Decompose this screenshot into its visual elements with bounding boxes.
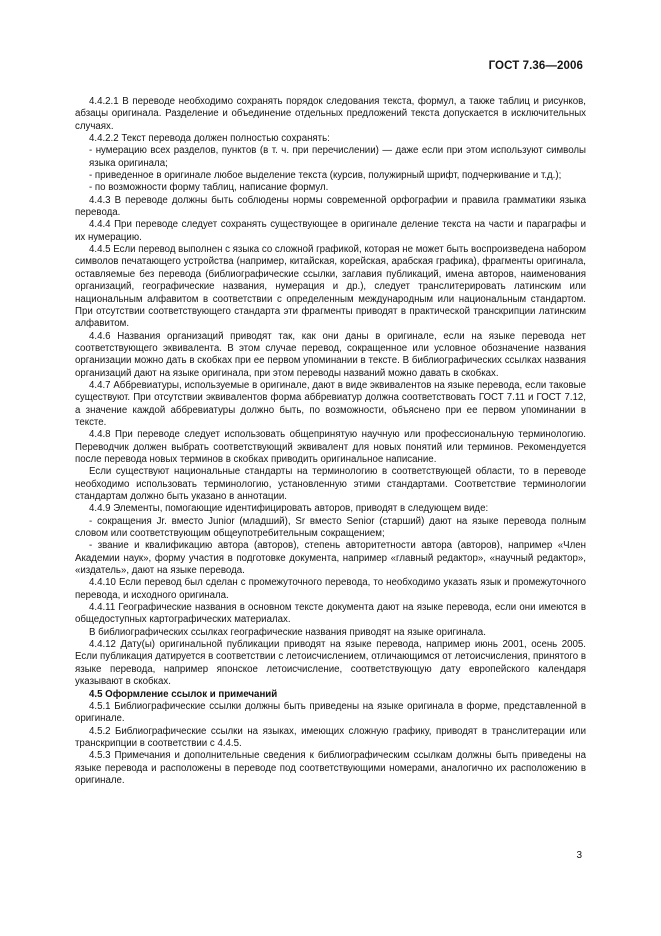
- paragraph-4-4-8: 4.4.8 При переводе следует использовать общепринятую научную или профессиональную терминологию. Переводчик должен выбрать соответствующий эквивалент для новых понятий или терминов. Рекомендуется после перевода новых терминов в скобках приводить оригинальное написание.: [75, 429, 586, 465]
- paragraph-4-5-1: 4.5.1 Библиографические ссылки должны быть приведены на языке оригинала в форме, представленной в оригинале.: [75, 700, 586, 725]
- paragraph-4-4-3: 4.4.3 В переводе должны быть соблюдены нормы современной орфографии и правила грамматики языка перевода.: [75, 194, 586, 219]
- list-item: - сокращения Jr. вместо Junior (младший), Sr вместо Senior (старший) дают на языке перевода полным словом или соответствующим общеупотребительным сокращением;: [75, 515, 586, 540]
- paragraph-4-4-5: 4.4.5 Если перевод выполнен с языка со сложной графикой, которая не может быть воспроизведена набором символов печатающего устройства (например, китайская, корейская, арабская графика), фрагменты оригинала, оставляемые без перевода (библиографические ссылки, заглавия публикаций, имена авторов, наименования организаций, географические названия, нумерация и др.), следует транслитерировать латинским или национальным алфавитом в соответствии с определенным международным или национальным стандартом. При отсутствии соответствующего стандарта эти фрагменты приводят в практической транскрипции латинским алфавитом.: [75, 244, 586, 330]
- paragraph-4-4-10: 4.4.10 Если перевод был сделан с промежуточного перевода, то необходимо указать язык и промежуточного перевода, и исходного оригинала.: [75, 577, 586, 601]
- paragraph-geo-names: В библиографических ссылках географические названия приводят на языке оригинала.: [89, 626, 486, 638]
- paragraph-4-4-6: 4.4.6 Названия организаций приводят так, как они даны в оригинале, если на языке перевода нет соответствующего эквивалента. В этом случае перевод, сокращенное или условное обозначение названия организации можно дать в скобках при ее первом упоминании в тексте. В библиографических ссылках названия организаций дают на языке оригинала, при этом переводы названий можно давать в скобках.: [75, 330, 586, 379]
- list-item: - нумерацию всех разделов, пунктов (в т. ч. при перечислении) — даже если при этом используют символы языка оригинала;: [89, 145, 586, 169]
- paragraph-4-4-12: 4.4.12 Дату(ы) оригинальной публикации приводят на языке перевода, например июнь 2001, осень 2005. Если публикация датируется в соответствии с летоисчислением, отличающимся от летоисчисления, принятого в языке перевода, например японское летоисчисление, соответствующую дату европейского календаря указывают в скобках.: [75, 639, 586, 688]
- document-body: [75, 96, 586, 787]
- paragraph-4-4-7: 4.4.7 Аббревиатуры, используемые в оригинале, дают в виде эквивалентов на языке перевода, если таковые существуют. При отсутствии эквивалентов форма аббревиатур должна соответствовать ГОСТ 7.11 и ГОСТ 7.12, а значение каждой аббревиатуры должно быть, по возможности, объяснено при ее первом упоминании в тексте.: [75, 379, 586, 428]
- paragraph-4-4-2-1: 4.4.2.1 В переводе необходимо сохранять порядок следования текста, формул, а также таблиц и рисунков, абзацы оригинала. Разделение и объединение отдельных предложений текста допускается в исключительных случаях.: [75, 96, 586, 132]
- paragraph-4-4-11: 4.4.11 Географические названия в основном тексте документа дают на языке перевода, если они имеются в общедоступных картографических материалах.: [75, 602, 586, 626]
- list-item: - приведенное в оригинале любое выделение текста (курсив, полужирный шрифт, подчеркивание и т.д.);: [89, 170, 562, 182]
- paragraph-4-5-2: 4.5.2 Библиографические ссылки на языках, имеющих сложную графику, приводят в транслитерации или транскрипции в соответствии с 4.4.5.: [75, 725, 586, 749]
- document-code: ГОСТ 7.36—2006: [488, 60, 583, 72]
- list-item: - по возможности форму таблиц, написание формул.: [89, 182, 329, 194]
- paragraph-4-5-3: 4.5.3 Примечания и дополнительные сведения к библиографическим ссылкам должны быть приведены на языке перевода и расположены в переводе под соответствующими номерами, аналогично их расположению в оригинале.: [75, 750, 586, 786]
- paragraph-terminology: Если существуют национальные стандарты на терминологию в соответствующей области, то в переводе необходимо использовать терминологию, установленную этими стандартами. Соответствие терминологии стандартам должно быть указано в аннотации.: [75, 466, 586, 502]
- paragraph-4-4-4: 4.4.4 При переводе следует сохранять существующее в оригинале деление текста на части и параграфы и их нумерацию.: [75, 219, 586, 243]
- section-heading-4-5: 4.5 Оформление ссылок и примечаний: [89, 688, 278, 700]
- page-number: 3: [576, 850, 582, 861]
- paragraph-4-4-2-2: 4.4.2.2 Текст перевода должен полностью сохранять:: [89, 133, 330, 145]
- paragraph-4-4-9: 4.4.9 Элементы, помогающие идентифицировать авторов, приводят в следующем виде:: [89, 503, 489, 515]
- list-item: - звание и квалификацию автора (авторов), степень авторитетности автора (авторов), например «Член Академии наук», форму участия в подготовке документа, например «главный редактор», «научный редактор», «издатель», дают на языке перевода.: [75, 540, 586, 577]
